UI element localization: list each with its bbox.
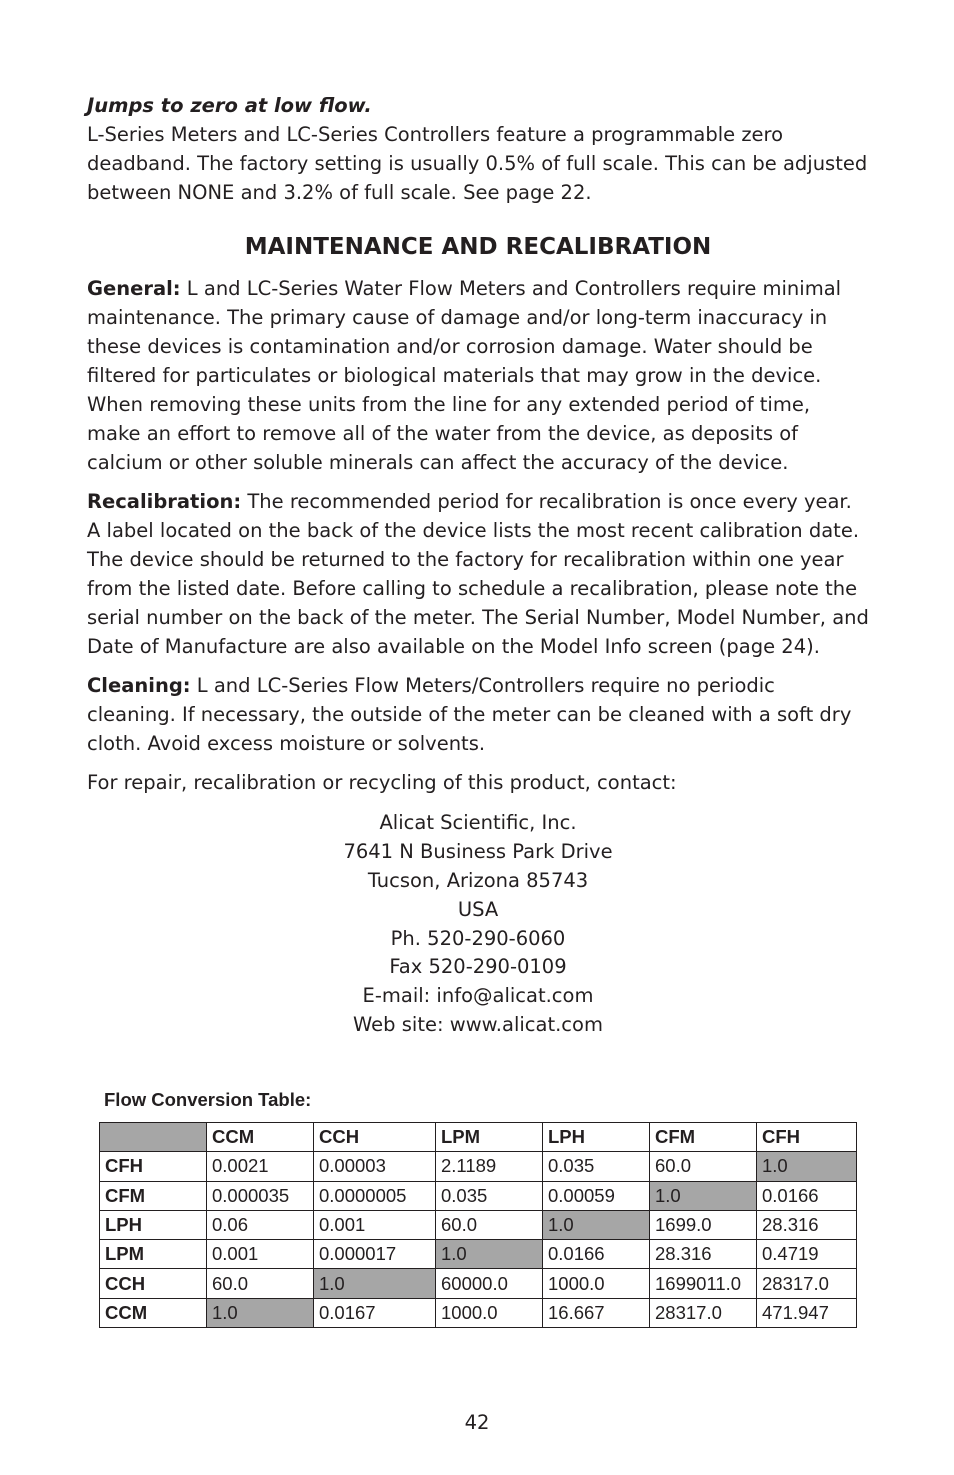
recalibration-paragraph	[87, 487, 869, 661]
table-cell: 1000.0	[543, 1269, 650, 1298]
table-cell-identity: 1.0	[436, 1240, 543, 1269]
column-header: CCH	[314, 1123, 436, 1152]
page-number: 42	[464, 1411, 490, 1434]
table-cell: 0.035	[543, 1152, 650, 1181]
table-cell-identity: 1.0	[207, 1298, 314, 1327]
table-cell: 0.0167	[314, 1298, 436, 1327]
table-cell: 60000.0	[436, 1269, 543, 1298]
contact-intro: For repair, recalibration or recycling of this product, contact:	[87, 771, 677, 794]
column-header: CFM	[650, 1123, 757, 1152]
table-row	[100, 1181, 857, 1210]
table-cell: 16.667	[543, 1298, 650, 1327]
row-header: LPH	[100, 1210, 207, 1239]
table-cell: 0.035	[436, 1181, 543, 1210]
table-cell: 28.316	[757, 1210, 857, 1239]
row-header: CCM	[100, 1298, 207, 1327]
address-email[interactable]: E-mail: info@alicat.com	[362, 984, 594, 1008]
recalibration-text: The recommended period for recalibration is once every year. A label located on the back of the device lists the most recent calibration date. The device should be returned to the factory for recalibration within one year from the listed date. Before calling to schedule a recalibration, please note the serial number on the back of the meter. The Serial Number, Model Number, and Date of Manufacture are also available on the Model Info screen (page 24).	[87, 490, 869, 658]
address-website[interactable]: Web site: www.alicat.com	[353, 1013, 603, 1037]
table-header-row	[100, 1123, 857, 1152]
table-row	[100, 1240, 857, 1269]
row-header: LPM	[100, 1240, 207, 1269]
table-cell: 0.0166	[757, 1181, 857, 1210]
table-cell: 60.0	[207, 1269, 314, 1298]
table-cell: 60.0	[650, 1152, 757, 1181]
table-cell: 0.06	[207, 1210, 314, 1239]
table-cell-identity: 1.0	[314, 1269, 436, 1298]
table-cell: 1000.0	[436, 1298, 543, 1327]
table-row	[100, 1298, 857, 1327]
address-country: USA	[457, 897, 499, 921]
flow-conversion-table	[99, 1122, 857, 1328]
table-cell: 0.000035	[207, 1181, 314, 1210]
cleaning-text: L and LC-Series Flow Meters/Controllers require no periodic cleaning. If necessary, the outside of the meter can be cleaned with a soft dry cloth. Avoid excess moisture or solvents.	[87, 674, 852, 755]
column-header: CFH	[757, 1123, 857, 1152]
cleaning-label: Cleaning:	[87, 674, 191, 697]
address-fax: Fax 520-290-0109	[389, 955, 567, 979]
table-cell: 0.001	[314, 1210, 436, 1239]
table-cell: 0.4719	[757, 1240, 857, 1269]
row-header: CFH	[100, 1152, 207, 1181]
column-header: CCM	[207, 1123, 314, 1152]
general-paragraph	[87, 274, 869, 477]
row-header: CFM	[100, 1181, 207, 1210]
section-title: MAINTENANCE AND RECALIBRATION	[244, 234, 712, 260]
intro-subheading: Jumps to zero at low flow.	[87, 94, 372, 117]
table-cell: 0.00003	[314, 1152, 436, 1181]
table-cell: 2.1189	[436, 1152, 543, 1181]
table-corner-cell	[100, 1123, 207, 1152]
table-row	[100, 1152, 857, 1181]
table-cell: 1699.0	[650, 1210, 757, 1239]
address-company: Alicat Scientific, Inc.	[379, 811, 577, 834]
column-header: LPM	[436, 1123, 543, 1152]
table-cell: 0.0000005	[314, 1181, 436, 1210]
address-street: 7641 N Business Park Drive	[343, 839, 613, 863]
table-row	[100, 1269, 857, 1298]
recalibration-label: Recalibration:	[87, 490, 242, 513]
cleaning-paragraph	[87, 671, 869, 758]
intro-block	[87, 91, 869, 207]
table-cell: 60.0	[436, 1210, 543, 1239]
general-text: L and LC-Series Water Flow Meters and Controllers require minimal maintenance. The primary cause of damage and/or long-term inaccuracy in these devices is contamination and/or corrosion damage. Water should be filtered for particulates or biological materials that may grow in the device. When removing these units from the line for any extended period of time, make an effort to remove all of the water from the device, as deposits of calcium or other soluble minerals can affect the accuracy of the device.	[87, 277, 842, 474]
table-cell: 28317.0	[650, 1298, 757, 1327]
table-cell: 0.0166	[543, 1240, 650, 1269]
address-block	[87, 809, 869, 1040]
table-cell: 0.0021	[207, 1152, 314, 1181]
column-header: LPH	[543, 1123, 650, 1152]
table-cell: 0.00059	[543, 1181, 650, 1210]
table-cell-identity: 1.0	[757, 1152, 857, 1181]
table-cell: 0.000017	[314, 1240, 436, 1269]
address-phone: Ph. 520-290-6060	[390, 926, 566, 950]
address-city: Tucson, Arizona 85743	[367, 868, 589, 892]
table-cell-identity: 1.0	[650, 1181, 757, 1210]
table-cell-identity: 1.0	[543, 1210, 650, 1239]
general-label: General:	[87, 277, 181, 300]
table-cell: 1699011.0	[650, 1269, 757, 1298]
table-cell: 28.316	[650, 1240, 757, 1269]
table-title: Flow Conversion Table:	[104, 1089, 312, 1110]
table-cell: 471.947	[757, 1298, 857, 1327]
table-cell: 28317.0	[757, 1269, 857, 1298]
intro-text: L-Series Meters and LC-Series Controllers feature a programmable zero deadband. The factory setting is usually 0.5% of full scale. This can be adjusted between NONE and 3.2% of full scale. See page 22.	[87, 123, 868, 204]
table-cell: 0.001	[207, 1240, 314, 1269]
row-header: CCH	[100, 1269, 207, 1298]
table-row	[100, 1210, 857, 1239]
